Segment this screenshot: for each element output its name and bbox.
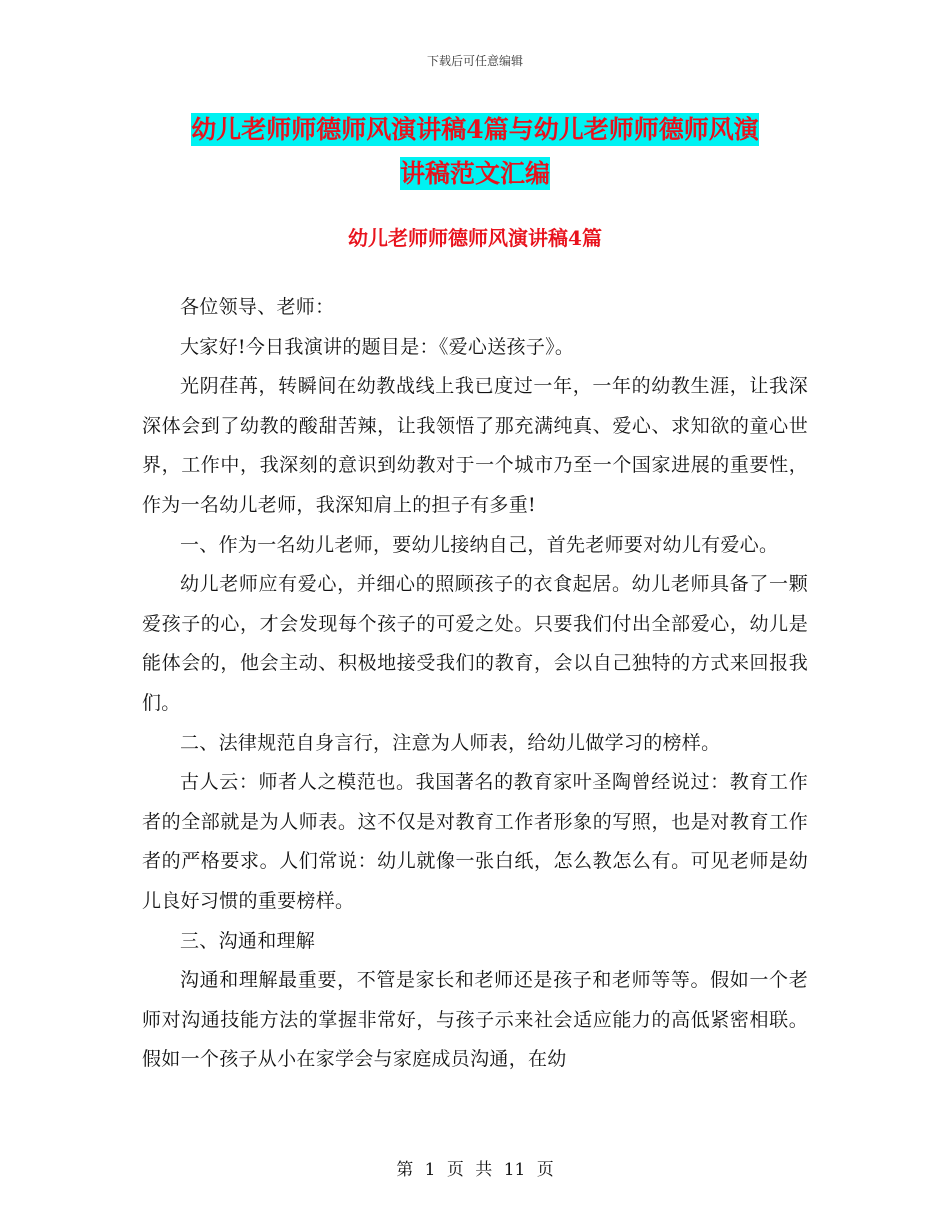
paragraph-intro: 光阴荏苒，转瞬间在幼教战线上我已度过一年，一年的幼教生涯，让我深深体会到了幼教的酸甜苦辣，让我领悟了那充满纯真、爱心、求知欲的童心世界，工作中，我深刻的意识到幼教对于一个城市乃至一个国家进展的重要性，作为一名幼儿老师，我深知肩上的担子有多重! — [142, 375, 808, 516]
page-indicator: 第 1 页 共 11 页 — [396, 1160, 554, 1180]
document-title — [140, 108, 810, 196]
paragraph-point-3-heading: 三、沟通和理解 — [180, 929, 316, 952]
document-title-line2: 讲稿范文汇编 — [399, 159, 550, 188]
paragraph-point-1-heading: 一、作为一名幼儿老师，要幼儿接纳自己，首先老师要对幼儿有爱心。 — [180, 533, 779, 556]
paragraph-point-3-body: 沟通和理解最重要，不管是家长和老师还是孩子和老师等等。假如一个老师对沟通技能方法的掌握非常好，与孩子示来社会适应能力的高低紧密相联。假如一个孩子从小在家学会与家庭成员沟通，在幼 — [142, 969, 808, 1071]
paragraph-point-2-heading: 二、法律规范自身言行，注意为人师表，给幼儿做学习的榜样。 — [180, 731, 721, 754]
section-title: 幼儿老师师德师风演讲稿4篇 — [348, 226, 602, 250]
header-note: 下载后可任意编辑 — [426, 54, 523, 68]
paragraph-point-1-body: 幼儿老师应有爱心，并细心的照顾孩子的衣食起居。幼儿老师具备了一颗爱孩子的心，才会发现每个孩子的可爱之处。只要我们付出全部爱心，幼儿是能体会的，他会主动、积极地接受我们的教育，会以自己独特的方式来回报我们。 — [142, 573, 808, 714]
document-body — [142, 288, 808, 1080]
paragraph-greeting: 大家好!今日我演讲的题目是：《爱心送孩子》。 — [180, 335, 575, 358]
document-title-line1: 幼儿老师师德师风演讲稿4篇与幼儿老师师德师风演 — [191, 115, 759, 144]
paragraph-point-2-body: 古人云：师者人之模范也。我国著名的教育家叶圣陶曾经说过：教育工作者的全部就是为人师表。这不仅是对教育工作者形象的写照，也是对教育工作者的严格要求。人们常说：幼儿就像一张白纸，怎么教怎么有。可见老师是幼儿良好习惯的重要榜样。 — [142, 771, 808, 912]
paragraph-salutation: 各位领导、老师： — [180, 296, 335, 318]
